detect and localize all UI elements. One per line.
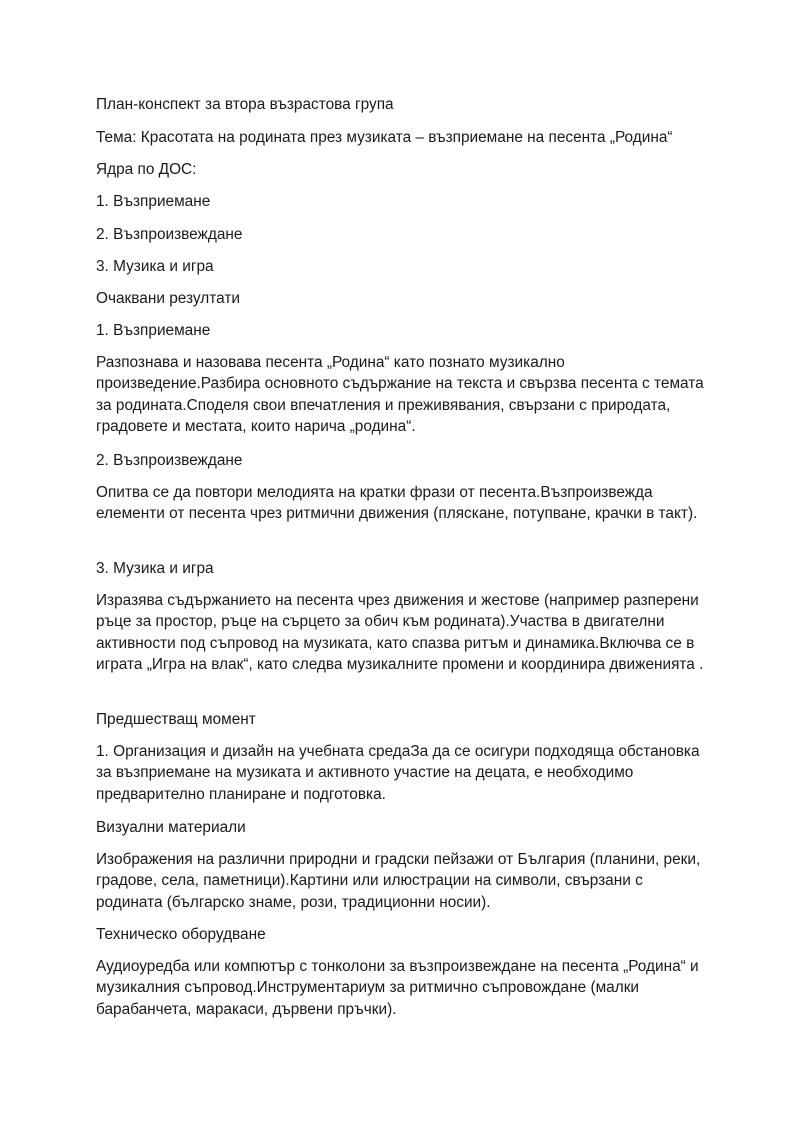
core-item: 1. Възприемане xyxy=(96,193,211,210)
topic-line: Тема: Красотата на родината през музиката – възприемане на песента „Родина“ xyxy=(96,129,673,146)
core-item: 3. Музика и игра xyxy=(96,258,214,275)
result-text: Изразява съдържанието на песента чрез движения и жестове (например разперени ръце за простор, ръце на сърцето за обич към родината).Участва в двигателни активности под съпровод на музиката, като спазва ритъм и динамика.Включва се в играта „Игра на влак“, като следва музикалните промени и координира движенията . xyxy=(96,592,704,674)
cores-heading: Ядра по ДОС: xyxy=(96,161,197,178)
core-item: 2. Възпроизвеждане xyxy=(96,226,243,243)
tech-heading: Техническо оборудване xyxy=(96,926,266,943)
result-heading: 3. Музика и игра xyxy=(96,560,214,577)
preceding-heading: Предшестващ момент xyxy=(96,711,256,728)
document-title: План-конспект за втора възрастова група xyxy=(96,96,394,113)
visual-text: Изображения на различни природни и градски пейзажи от България (планини, реки, градове, села, паметници).Картини или илюстрации на символи, свързани с родината (българско знаме, рози, традиционни носии). xyxy=(96,851,701,911)
visual-heading: Визуални материали xyxy=(96,819,246,836)
tech-text: Аудиоуредба или компютър с тонколони за възпроизвеждане на песента „Родина“ и музикалния съпровод.Инструментариум за ритмично съпровождане (малки барабанчета, маракаси, дървени пръчки). xyxy=(96,958,699,1018)
result-heading: 2. Възпроизвеждане xyxy=(96,452,243,469)
results-heading: Очаквани резултати xyxy=(96,290,240,307)
result-text: Разпознава и назовава песента „Родина“ като познато музикално произведение.Разбира основното съдържание на текста и свързва песента с темата за родината.Споделя свои впечатления и преживявания, свързани с природата, градовете и местата, които нарича „родина“. xyxy=(96,354,704,436)
result-text: Опитва се да повтори мелодията на кратки фрази от песента.Възпроизвежда елементи от песента чрез ритмични движения (пляскане, потупване, крачки в такт). xyxy=(96,484,698,523)
preceding-text: 1. Организация и дизайн на учебната средаЗа да се осигури подходяща обстановка за възприемане на музиката и активното участие на децата, е необходимо предварително планиране и подготовка. xyxy=(96,743,700,803)
result-heading: 1. Възприемане xyxy=(96,322,211,339)
